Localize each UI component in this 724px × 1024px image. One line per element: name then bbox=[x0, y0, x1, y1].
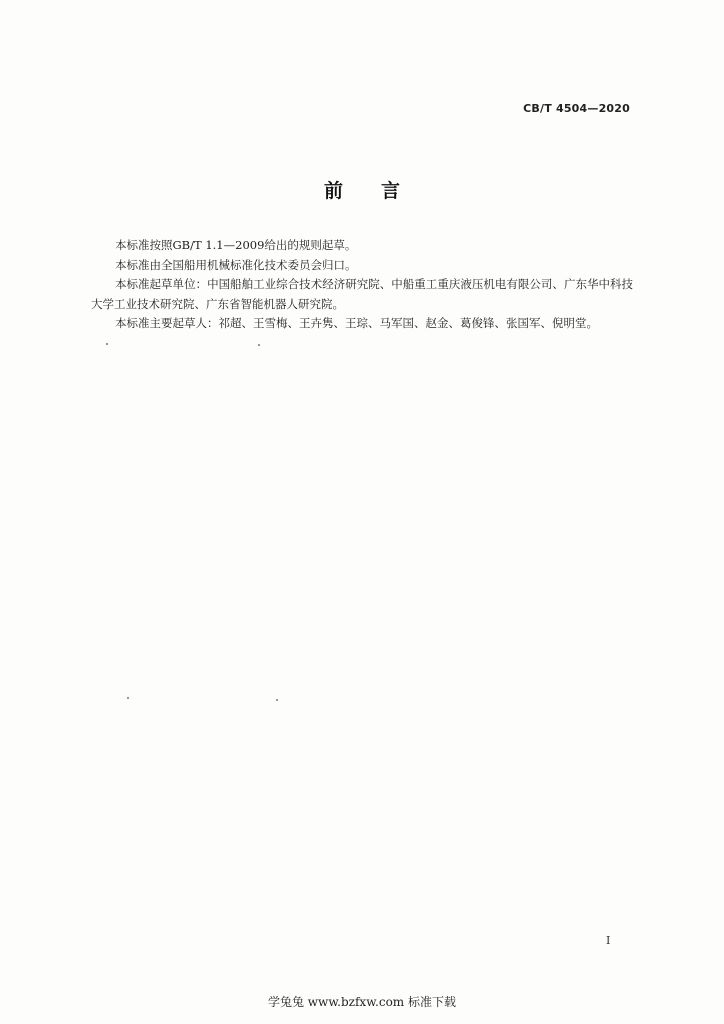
paragraph-drafters: 本标准主要起草人：祁超、王雪梅、王卉隽、王琮、马军国、赵金、葛俊锋、张国军、倪明堂。 bbox=[115, 316, 598, 330]
paragraph-drafting-units: 本标准起草单位：中国船舶工业综合技术经济研究院、中船重工重庆液压机电有限公司、广东华中科技大学工业技术研究院、广东省智能机器人研究院。 bbox=[91, 277, 633, 311]
preface-body bbox=[91, 236, 633, 334]
paragraph-committee: 本标准由全国船用机械标准化技术委员会归口。 bbox=[115, 257, 357, 272]
page-number: I bbox=[606, 934, 611, 947]
standard-number: CB/T 4504—2020 bbox=[523, 102, 630, 115]
page-title: 前言 bbox=[323, 180, 438, 202]
footer-watermark[interactable]: 学兔兔 www.bzfxw.com 标准下载 bbox=[267, 995, 457, 1009]
scan-speck bbox=[127, 697, 129, 699]
scan-speck bbox=[106, 343, 108, 345]
scan-speck bbox=[258, 344, 260, 346]
paragraph-drafting-rules: 本标准按照GB/T 1.1—2009给出的规则起草。 bbox=[115, 238, 357, 252]
scan-speck bbox=[276, 699, 278, 701]
